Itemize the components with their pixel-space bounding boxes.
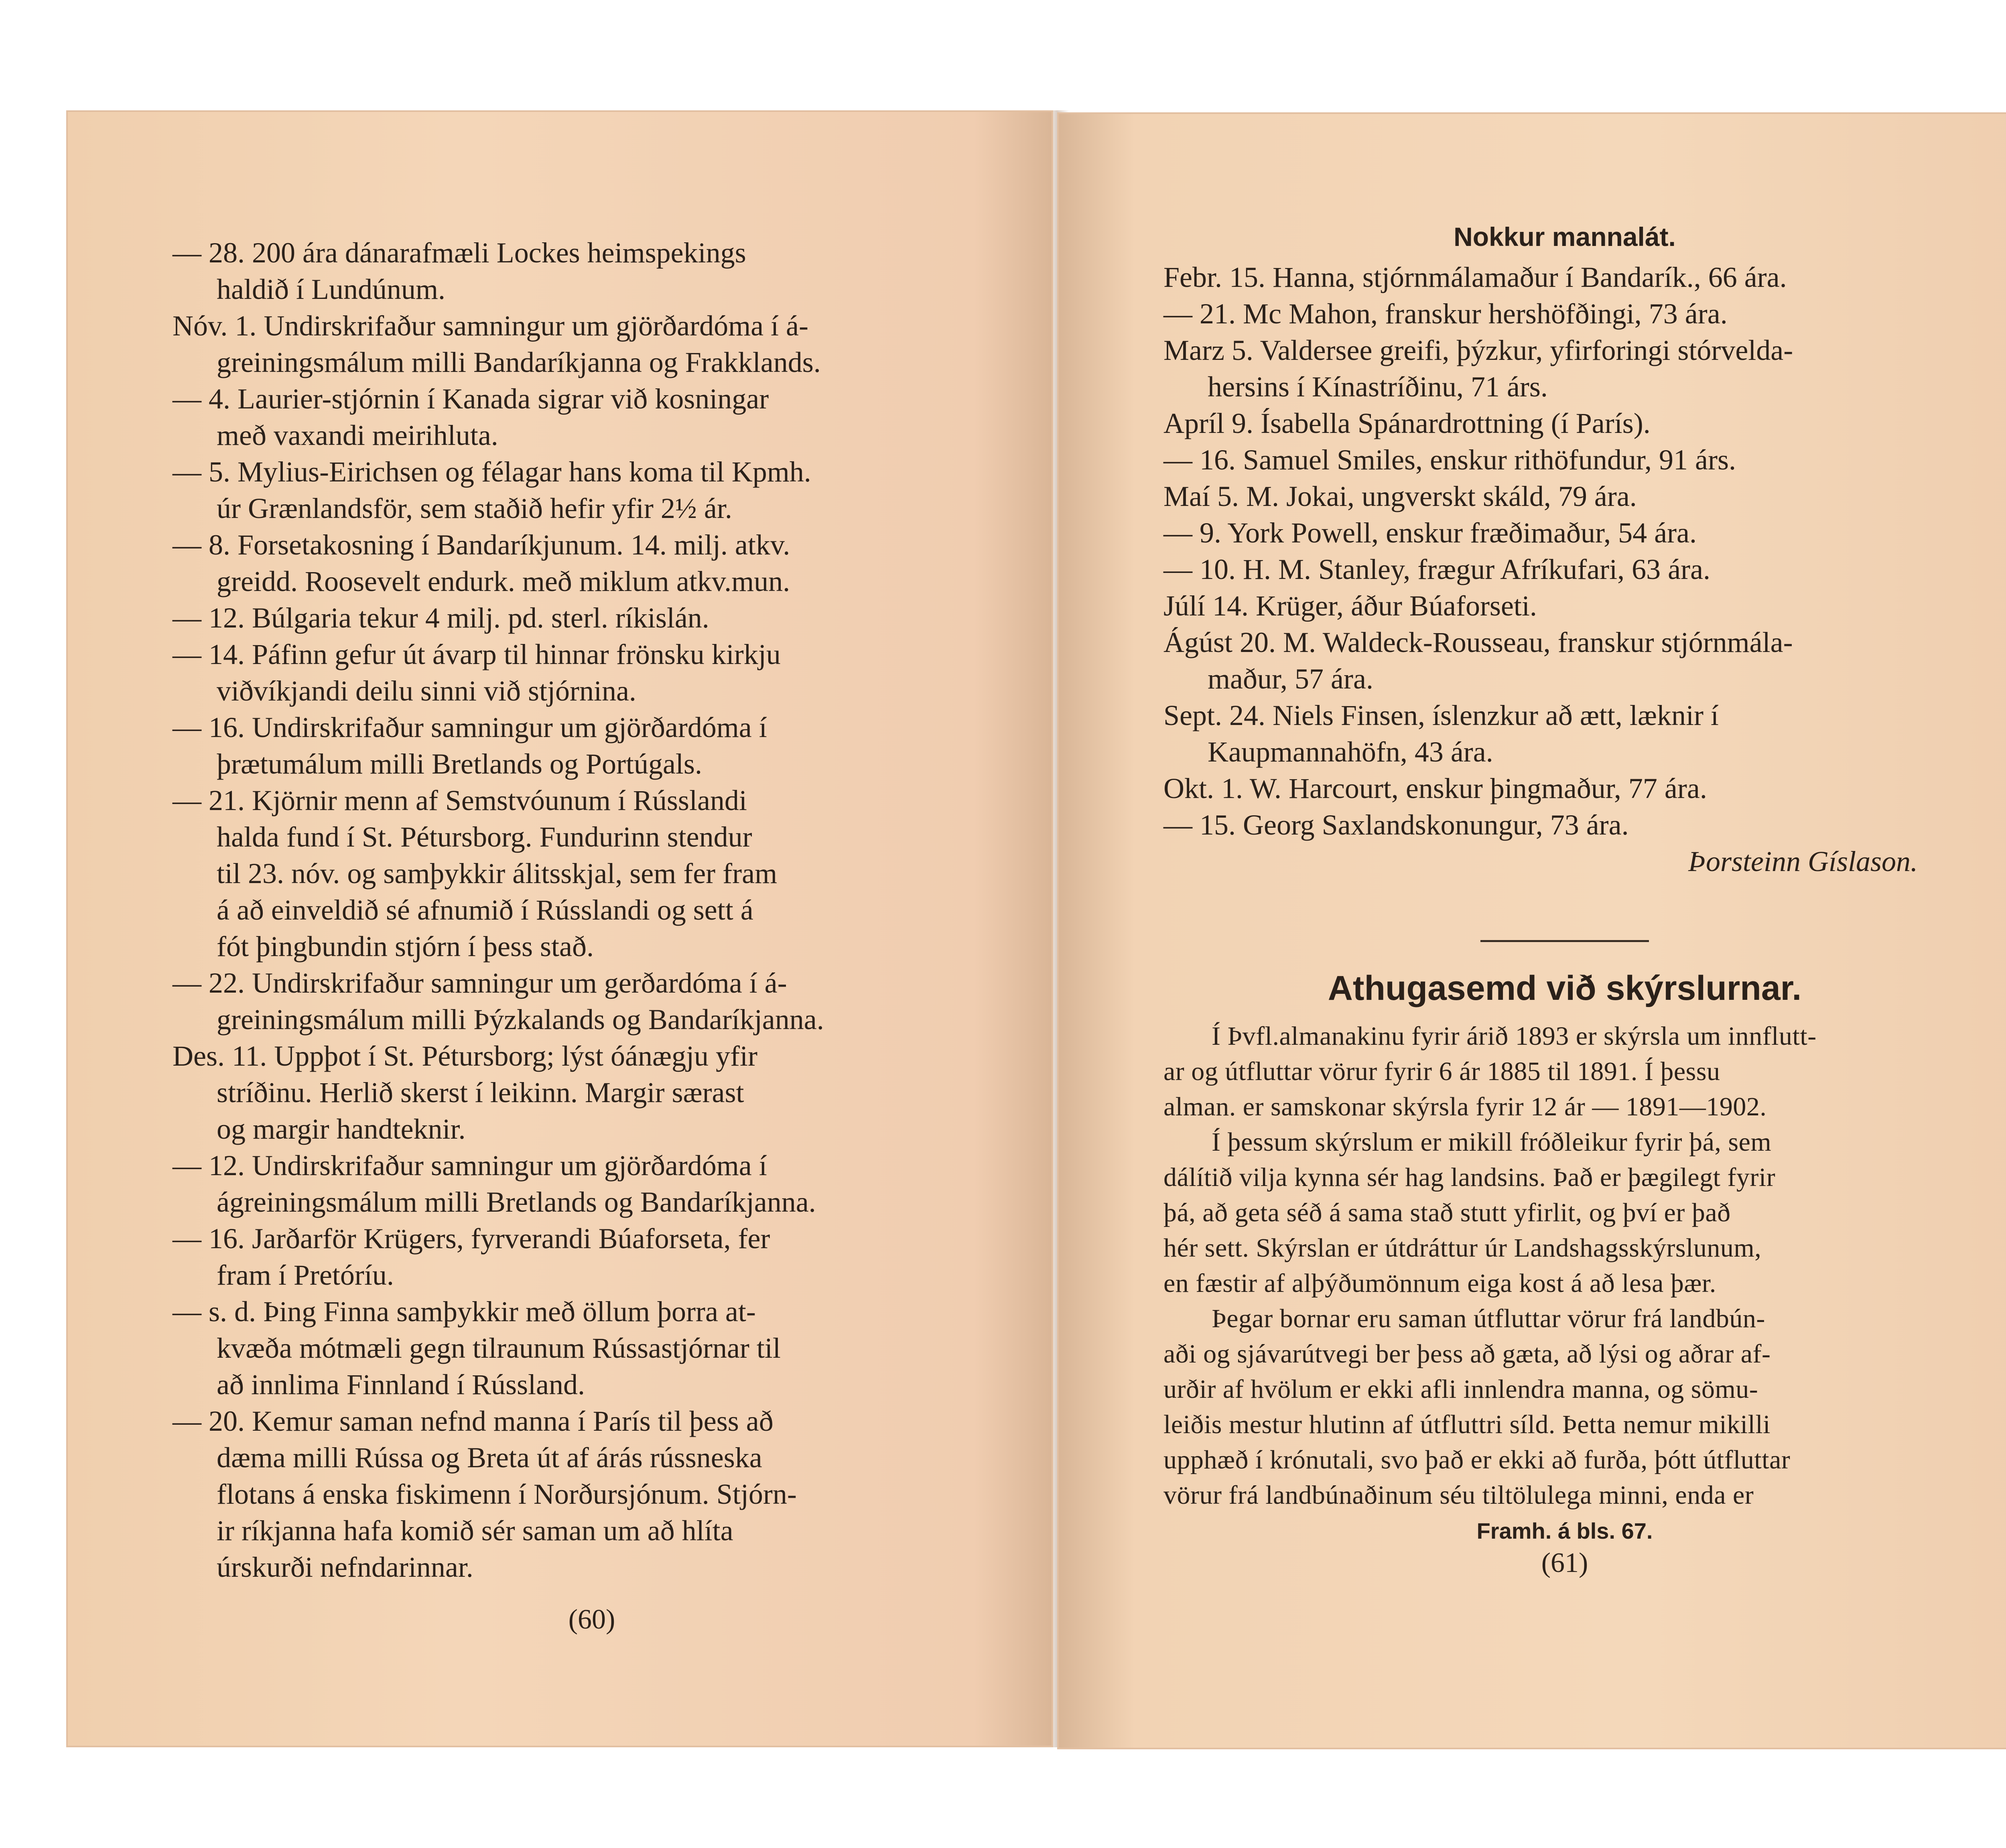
text-line: Febr. 15. Hanna, stjórnmálamaður í Bandarík., 66 ára. (1163, 261, 1787, 293)
text-line: — 10. H. M. Stanley, frægur Afríkufari, 63 ára. (1163, 553, 1711, 585)
text-line: Marz 5. Valdersee greifi, þýzkur, yfirforingi stórvelda- (1163, 334, 1793, 366)
text-line: ágreiningsmálum milli Bretlands og Bandaríkjanna. (217, 1186, 816, 1218)
text-line: — 14. Páfinn gefur út ávarp til hinnar frönsku kirkju (173, 638, 781, 670)
text-line: — 15. Georg Saxlandskonungur, 73 ára. (1163, 809, 1629, 841)
text-line: — 12. Búlgaria tekur 4 milj. pd. sterl. ríkislán. (173, 602, 709, 634)
text-line: greiningsmálum milli Bandaríkjanna og Frakklands. (217, 346, 821, 378)
text-line: aði og sjávarútvegi ber þess að gæta, að lýsi og aðrar af- (1163, 1339, 1771, 1369)
text-line: ar og útfluttar vörur fyrir 6 ár 1885 til 1891. Í þessu (1163, 1057, 1720, 1086)
text-line: greiningsmálum milli Þýzkalands og Bandaríkjanna. (217, 1003, 824, 1036)
signature: Þorsteinn Gíslason. (1688, 845, 1918, 877)
open-book (66, 94, 2006, 1787)
left-page (66, 110, 1053, 1747)
notes-paragraphs (1163, 1019, 1966, 1513)
text-line: fót þingbundin stjórn í þess stað. (217, 930, 594, 963)
text-line: hér sett. Skýrslan er útdráttur úr Landshagsskýrslunum, (1163, 1233, 1762, 1263)
text-line: viðvíkjandi deilu sinni við stjórnina. (217, 675, 636, 707)
text-line: Júlí 14. Krüger, áður Búaforseti. (1163, 590, 1537, 622)
text-line: greidd. Roosevelt endurk. með miklum atkv.mun. (217, 565, 790, 597)
text-line: Sept. 24. Niels Finsen, íslenzkur að ætt, læknir í (1163, 699, 1719, 731)
text-line: þrætumálum milli Bretlands og Portúgals. (217, 748, 702, 780)
text-line: — 16. Samuel Smiles, enskur rithöfundur, 91 árs. (1163, 444, 1736, 476)
text-line: dæma milli Rússa og Breta út af árás rússneska (217, 1442, 762, 1474)
text-line: — 4. Laurier-stjórnin í Kanada sigrar við kosningar (173, 383, 769, 415)
text-line: Maí 5. M. Jokai, ungverskt skáld, 79 ára. (1163, 480, 1637, 512)
text-line: með vaxandi meirihluta. (217, 419, 498, 451)
text-line: úrskurði nefndarinnar. (217, 1551, 473, 1583)
text-line: Des. 11. Uppþot í St. Pétursborg; lýst óánægju yfir (173, 1040, 757, 1072)
text-line: Í þessum skýrslum er mikill fróðleikur fyrir þá, sem (1212, 1127, 1772, 1157)
text-line: til 23. nóv. og samþykkir álitsskjal, sem fer fram (217, 857, 778, 889)
text-line: Í Þvfl.almanakinu fyrir árið 1893 er skýrsla um innflutt- (1212, 1021, 1817, 1051)
text-line: en fæstir af alþýðumönnum eiga kost á að lesa þær. (1163, 1269, 1716, 1298)
text-line: kvæða mótmæli gegn tilraunum Rússastjórnar til (217, 1332, 781, 1364)
continuation-note: Framh. á bls. 67. (1476, 1518, 1653, 1543)
text-line: — 20. Kemur saman nefnd manna í París til þess að (173, 1405, 774, 1437)
divider-rule (1480, 940, 1649, 942)
text-line: að innlima Finnland í Rússland. (217, 1369, 585, 1401)
text-line: Nóv. 1. Undirskrifaður samningur um gjörðardóma í á- (173, 310, 808, 342)
page-number: (60) (568, 1604, 615, 1635)
page-number: (61) (1541, 1547, 1588, 1578)
text-line: maður, 57 ára. (1208, 663, 1373, 695)
text-line: vörur frá landbúnaðinum séu tiltölulega minni, enda er (1163, 1480, 1754, 1510)
section-heading: Nokkur mannalát. (1454, 222, 1676, 252)
text-line: Ágúst 20. M. Waldeck-Rousseau, franskur stjórnmála- (1163, 626, 1793, 658)
text-line: flotans á enska fiskimenn í Norðursjónum. Stjórn- (217, 1478, 797, 1510)
text-line: stríðinu. Herlið skerst í leikinn. Margir særast (217, 1076, 744, 1109)
section-heading: Athugasemd við skýrslurnar. (1328, 969, 1802, 1007)
text-line: á að einveldið sé afnumið í Rússlandi og sett á (217, 894, 753, 926)
text-line: hersins í Kínastríðinu, 71 árs. (1208, 371, 1548, 403)
text-line: — 22. Undirskrifaður samningur um gerðardóma í á- (173, 967, 787, 999)
text-line: — 8. Forsetakosning í Bandaríkjunum. 14. milj. atkv. (173, 529, 790, 561)
text-line: upphæð í krónutali, svo það er ekki að furða, þótt útfluttar (1163, 1445, 1791, 1474)
text-line: Apríl 9. Ísabella Spánardrottning (í París). (1163, 407, 1651, 439)
right-page-text (1163, 219, 1966, 1581)
text-line: Þegar bornar eru saman útfluttar vörur frá landbún- (1212, 1304, 1765, 1333)
text-line: þá, að geta séð á sama stað stutt yfirlit, og því er það (1163, 1198, 1731, 1227)
text-line: — 21. Mc Mahon, franskur hershöfðingi, 73 ára. (1163, 298, 1728, 330)
text-line: — s. d. Þing Finna samþykkir með öllum þorra at- (173, 1296, 756, 1328)
text-line: leiðis mestur hlutinn af útfluttri síld. Þetta nemur mikilli (1163, 1410, 1771, 1439)
left-page-text (173, 235, 1011, 1638)
text-line: — 16. Jarðarför Krügers, fyrverandi Búaforseta, fer (173, 1223, 770, 1255)
text-line: alman. er samskonar skýrsla fyrir 12 ár — 1891—1902. (1163, 1092, 1767, 1121)
text-line: — 28. 200 ára dánarafmæli Lockes heimspekings (173, 237, 746, 269)
text-line: Okt. 1. W. Harcourt, enskur þingmaður, 77 ára. (1163, 772, 1707, 804)
text-line: — 9. York Powell, enskur fræðimaður, 54 ára. (1163, 517, 1697, 549)
text-line: ir ríkjanna hafa komið sér saman um að hlíta (217, 1515, 733, 1547)
text-line: úr Grænlandsför, sem staðið hefir yfir 2½ ár. (217, 492, 732, 524)
text-line: halda fund í St. Pétursborg. Fundurinn stendur (217, 821, 752, 853)
text-line: haldið í Lundúnum. (217, 273, 445, 305)
text-line: urðir af hvölum er ekki afli innlendra manna, og sömu- (1163, 1375, 1758, 1404)
right-page (1057, 112, 2006, 1749)
text-line: og margir handteknir. (217, 1113, 466, 1145)
text-line: dálítið vilja kynna sér hag landsins. Það er þægilegt fyrir (1163, 1163, 1776, 1192)
text-line: — 16. Undirskrifaður samningur um gjörðardóma í (173, 711, 767, 743)
text-line: — 21. Kjörnir menn af Semstvóunum í Rússlandi (173, 784, 747, 816)
text-line: fram í Pretóríu. (217, 1259, 394, 1291)
text-line: — 5. Mylius-Eirichsen og félagar hans koma til Kpmh. (173, 456, 811, 488)
text-line: Kaupmannahöfn, 43 ára. (1208, 736, 1493, 768)
text-line: — 12. Undirskrifaður samningur um gjörðardóma í (173, 1149, 767, 1182)
